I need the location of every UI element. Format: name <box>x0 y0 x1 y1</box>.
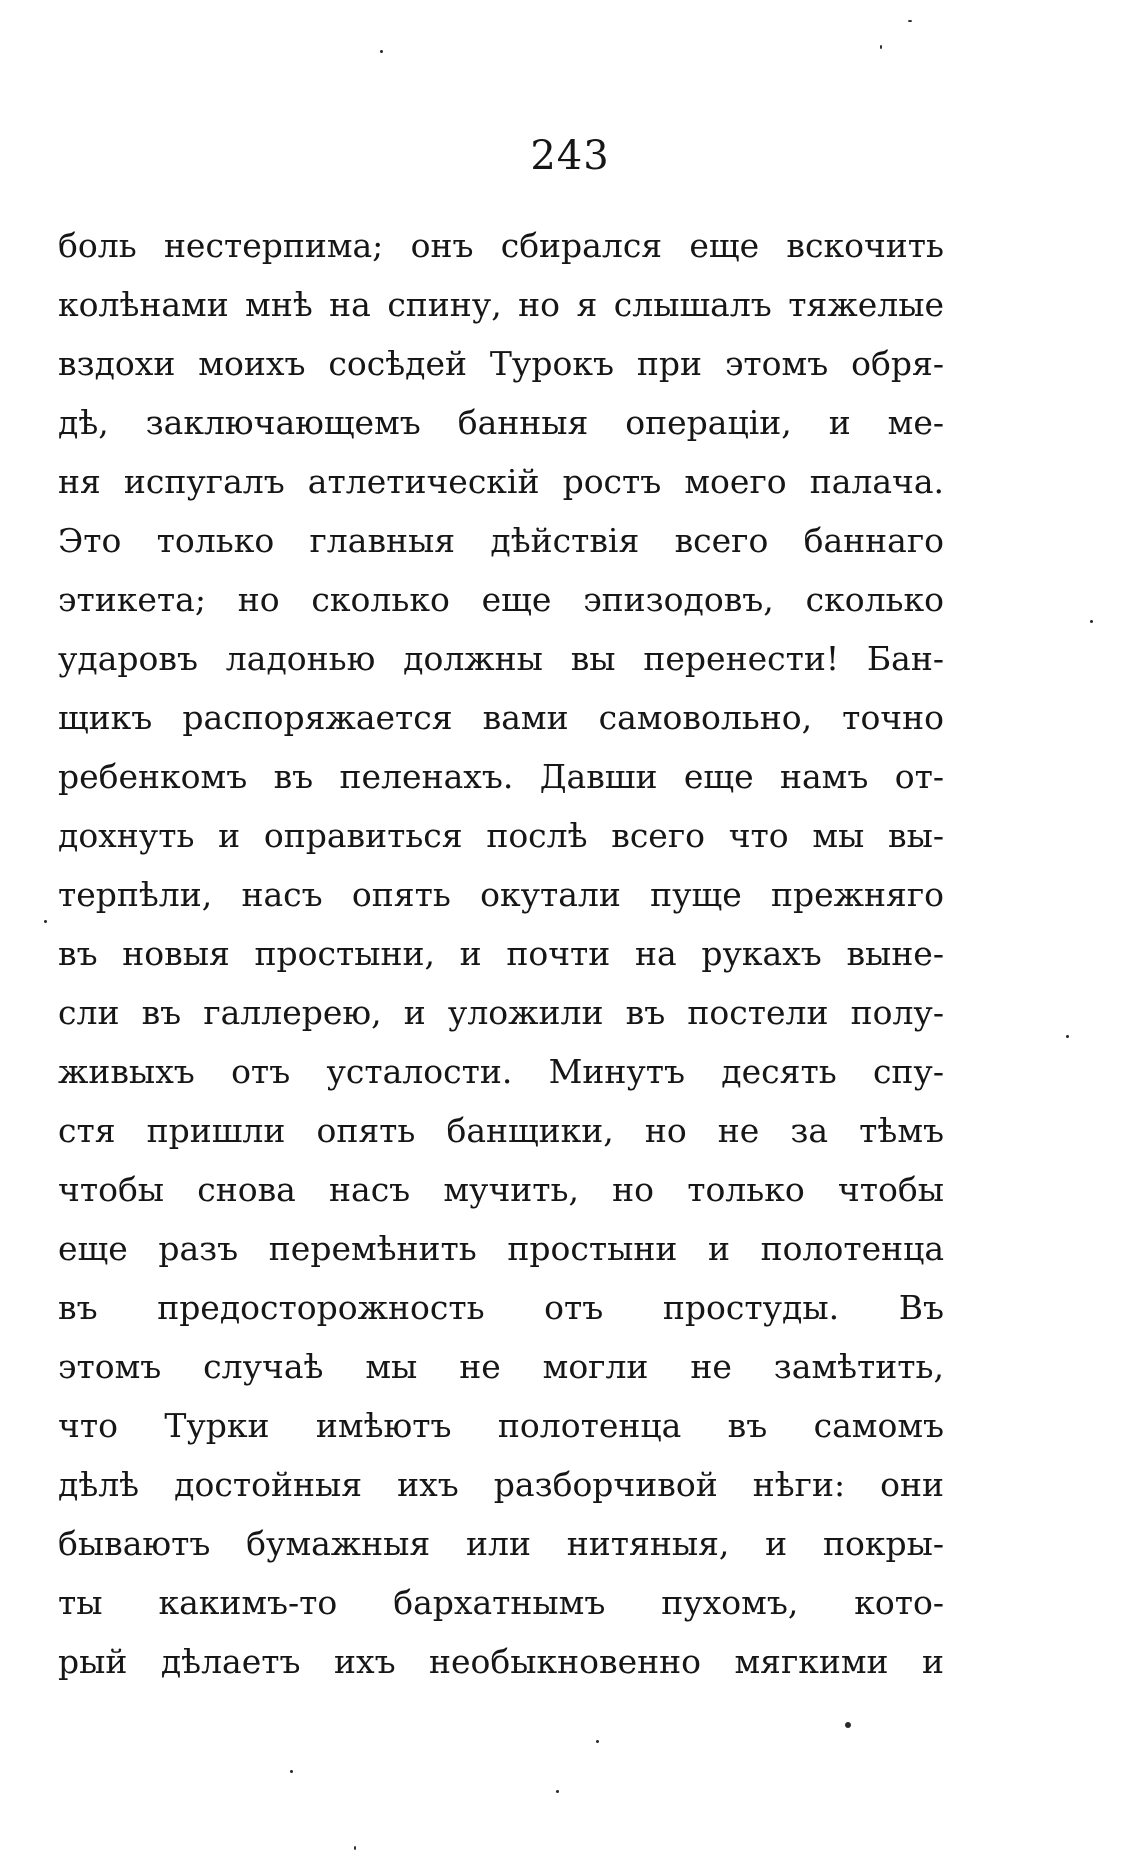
text-line: стя пришли опять банщики, но не за тѣмъ <box>58 1111 944 1150</box>
text-line: чтобы снова насъ мучить, но только чтобы <box>58 1170 944 1209</box>
text-line: ты какимъ-то бархатнымъ пухомъ, кото- <box>58 1583 944 1622</box>
print-speck <box>44 920 47 923</box>
text-line: колѣнами мнѣ на спину, но я слышалъ тяжелые <box>58 285 944 324</box>
print-speck <box>380 50 383 53</box>
text-line: бываютъ бумажныя или нитяныя, и покры- <box>58 1524 944 1563</box>
text-line: ударовъ ладонью должны вы перенести! Бан- <box>58 639 944 678</box>
text-line: живыхъ отъ усталости. Минутъ десять спу- <box>58 1052 944 1091</box>
body-text <box>58 216 944 1691</box>
print-speck <box>556 1790 559 1793</box>
text-line: боль нестерпима; онъ сбирался еще вскочить <box>58 226 944 265</box>
text-line: что Турки имѣютъ полотенца въ самомъ <box>58 1406 944 1445</box>
text-line: въ предосторожность отъ простуды. Въ <box>58 1288 944 1327</box>
print-speck <box>908 20 912 22</box>
text-line: въ новыя простыни, и почти на рукахъ выне- <box>58 934 944 973</box>
text-line: ребенкомъ въ пеленахъ. Давши еще намъ от- <box>58 757 944 796</box>
text-line: еще разъ перемѣнить простыни и полотенца <box>58 1229 944 1268</box>
text-line: дѣлѣ достойныя ихъ разборчивой нѣги: они <box>58 1465 944 1504</box>
print-speck <box>845 1722 851 1728</box>
text-line: рый дѣлаетъ ихъ необыкновенно мягкими и <box>58 1642 944 1681</box>
print-speck <box>880 45 882 49</box>
print-speck <box>1090 620 1093 623</box>
text-line: вздохи моихъ сосѣдей Турокъ при этомъ обря- <box>58 344 944 383</box>
text-line: дохнуть и оправиться послѣ всего что мы вы- <box>58 816 944 855</box>
text-line: дѣ, заключающемъ банныя операціи, и ме- <box>58 403 944 442</box>
print-speck <box>1066 1035 1069 1038</box>
text-line: этикета; но сколько еще эпизодовъ, сколько <box>58 580 944 619</box>
text-line: терпѣли, насъ опять окутали пуще прежняго <box>58 875 944 914</box>
print-speck <box>290 1770 293 1773</box>
text-line: щикъ распоряжается вами самовольно, точно <box>58 698 944 737</box>
print-speck <box>354 1846 356 1850</box>
text-line: ня испугалъ атлетическій ростъ моего палача. <box>58 462 944 501</box>
text-line: этомъ случаѣ мы не могли не замѣтить, <box>58 1347 944 1386</box>
print-speck <box>596 1740 599 1743</box>
text-line: Это только главныя дѣйствія всего баннаго <box>58 521 944 560</box>
page-number: 243 <box>530 133 610 179</box>
text-line: сли въ галлерею, и уложили въ постели полу- <box>58 993 944 1032</box>
